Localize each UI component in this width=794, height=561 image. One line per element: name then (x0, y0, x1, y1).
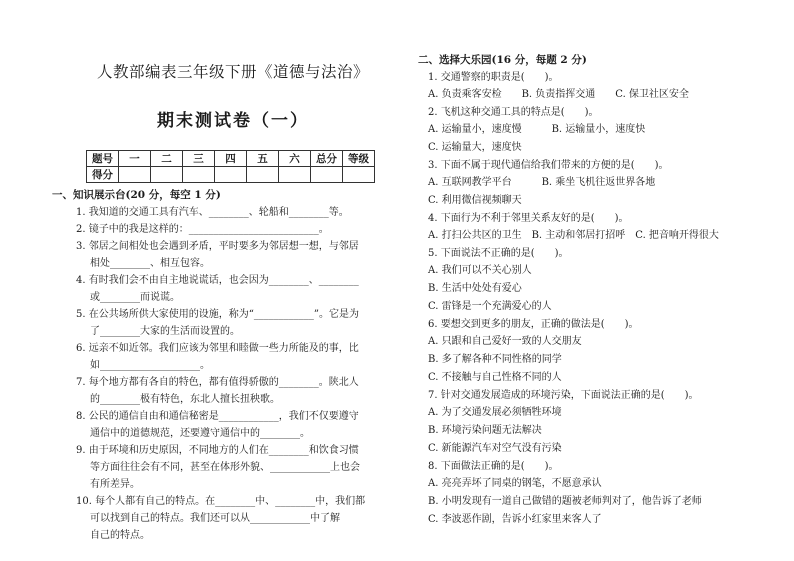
question-line: 9. 由于环境和历史原因，不同地方的人们在________和饮食习惯 (76, 445, 359, 456)
left-column (52, 60, 392, 544)
score-cell: 六 (279, 151, 311, 167)
question-1 (418, 69, 768, 104)
question-line: 10. 每个人都有自己的特点。在________中、________中，我们都 (76, 496, 366, 507)
option-line: A. 亮亮弄坏了同桌的钢笔，不愿意承认 (428, 478, 602, 489)
question-line: 8. 公民的通信自由和通信秘密是____________，我们不仅要遵守 (76, 411, 359, 422)
question-line: 1. 我知道的交通工具有汽车、________、轮船和________等。 (76, 207, 349, 218)
exam-title: 人教部编表三年级下册《道德与法治》 (96, 63, 369, 81)
question-6 (418, 316, 768, 387)
option-line: B. 生活中处处有爱心 (428, 283, 522, 294)
question-7 (418, 387, 768, 458)
question-line: 通信中的道德规范，还要遵守通信中的________。 (90, 428, 310, 439)
question-line: 的________极有特色，东北人擅长扭秧歌。 (90, 394, 280, 405)
option-line: C. 新能源汽车对空气没有污染 (428, 443, 562, 454)
question-line: 有所差异。 (90, 479, 140, 490)
score-cell: 题号 (87, 151, 119, 167)
option-line: A. 只跟和自己爱好一致的人交朋友 (428, 336, 582, 347)
option-line: A. 负责乘客安检 B. 负责指挥交通 C. 保卫社区安全 (428, 89, 689, 100)
question-stem: 8. 下面做法正确的是( )。 (428, 461, 559, 472)
question-stem: 5. 下面说法不正确的是( )。 (428, 248, 569, 259)
question-stem: 2. 飞机这种交通工具的特点是( )。 (428, 107, 599, 118)
score-cell: 得分 (87, 167, 119, 183)
section1-title: 一、知识展示台(20 分，每空 1 分) (52, 189, 221, 201)
question-3 (418, 157, 768, 210)
question-line: 或________而说谎。 (90, 292, 180, 303)
question-stem: 7. 针对交通发展造成的环境污染，下面说法正确的是( )。 (428, 390, 699, 401)
score-table-score-row (87, 167, 375, 183)
score-cell: 一 (119, 151, 151, 167)
option-line: C. 运输量大，速度快 (428, 142, 522, 153)
option-line: B. 环境污染问题无法解决 (428, 425, 542, 436)
question-line: 7. 每个地方都有各自的特色，都有值得骄傲的________。陕北人 (76, 377, 359, 388)
question-line: 3. 邻居之间相处也会遇到矛盾，平时要多为邻居想一想，与邻居 (76, 241, 359, 252)
question-line: 6. 远亲不如近邻。我们应该为邻里和睦做一些力所能及的事，比 (76, 343, 359, 354)
question-line: 相处________、相互包容。 (90, 258, 210, 269)
option-line: A. 为了交通发展必须牺牲环境 (428, 407, 562, 418)
score-input-cell[interactable] (311, 167, 343, 183)
option-line: B. 多了解各种不同性格的同学 (428, 354, 562, 365)
score-cell: 三 (183, 151, 215, 167)
score-input-cell[interactable] (119, 167, 151, 183)
option-line: B. 小明发现有一道自己做错的题被老师判对了，他告诉了老师 (428, 496, 702, 507)
score-cell: 总分 (311, 151, 343, 167)
question-stem: 3. 下面不属于现代通信给我们带来的方便的是( )。 (428, 160, 669, 171)
question-2 (418, 104, 768, 157)
question-5 (418, 245, 768, 316)
score-cell: 二 (151, 151, 183, 167)
score-input-cell[interactable] (183, 167, 215, 183)
question-line: 2. 镜子中的我是这样的：__________________________。 (76, 224, 329, 235)
question-8 (418, 458, 768, 529)
question-line: 5. 在公共场所供大家使用的设施，称为“____________”。它是为 (76, 309, 359, 320)
option-line: A. 互联网教学平台 B. 乘坐飞机往返世界各地 (428, 177, 656, 188)
option-line: C. 不接触与自己性格不同的人 (428, 372, 562, 383)
question-stem: 1. 交通警察的职责是( )。 (428, 72, 559, 83)
option-line: A. 运输量小，速度慢 B. 运输量小，速度快 (428, 124, 646, 135)
question-line: 了________大家的生活而设置的。 (90, 326, 240, 337)
score-table (86, 150, 375, 183)
score-input-cell[interactable] (215, 167, 247, 183)
section2-title: 二、选择大乐园(16 分，每题 2 分) (418, 54, 587, 66)
question-line: 等方面往往会有不同，甚至在体形外貌、____________上也会 (90, 462, 360, 473)
question-line: 如____________________。 (90, 360, 210, 371)
question-4 (418, 210, 768, 245)
score-input-cell[interactable] (247, 167, 279, 183)
option-line: A. 我们可以不关心别人 (428, 265, 532, 276)
score-cell: 五 (247, 151, 279, 167)
question-stem: 6. 要想交到更多的朋友，正确的做法是( )。 (428, 319, 639, 330)
option-line: C. 雷锋是一个充满爱心的人 (428, 301, 552, 312)
score-table-header-row (87, 151, 375, 167)
score-input-cell[interactable] (279, 167, 311, 183)
score-cell: 四 (215, 151, 247, 167)
exam-subtitle: 期末测试卷（一） (157, 111, 309, 131)
section1-body (74, 204, 392, 544)
score-input-cell[interactable] (343, 167, 375, 183)
score-input-cell[interactable] (151, 167, 183, 183)
question-line: 4. 有时我们会不由自主地说谎话，也会因为________、________ (76, 275, 359, 286)
right-column (418, 48, 768, 529)
question-line: 可以找到自己的特点。我们还可以从____________中了解 (90, 513, 340, 524)
question-stem: 4. 下面行为不利于邻里关系友好的是( )。 (428, 213, 629, 224)
option-line: C. 李波恶作剧，告诉小红家里来客人了 (428, 514, 602, 525)
question-line: 自己的特点。 (90, 530, 150, 541)
score-cell: 等级 (343, 151, 375, 167)
option-line: C. 利用微信视频聊天 (428, 195, 522, 206)
option-line: A. 打扫公共区的卫生 B. 主动和邻居打招呼 C. 把音响开得很大 (428, 230, 719, 241)
